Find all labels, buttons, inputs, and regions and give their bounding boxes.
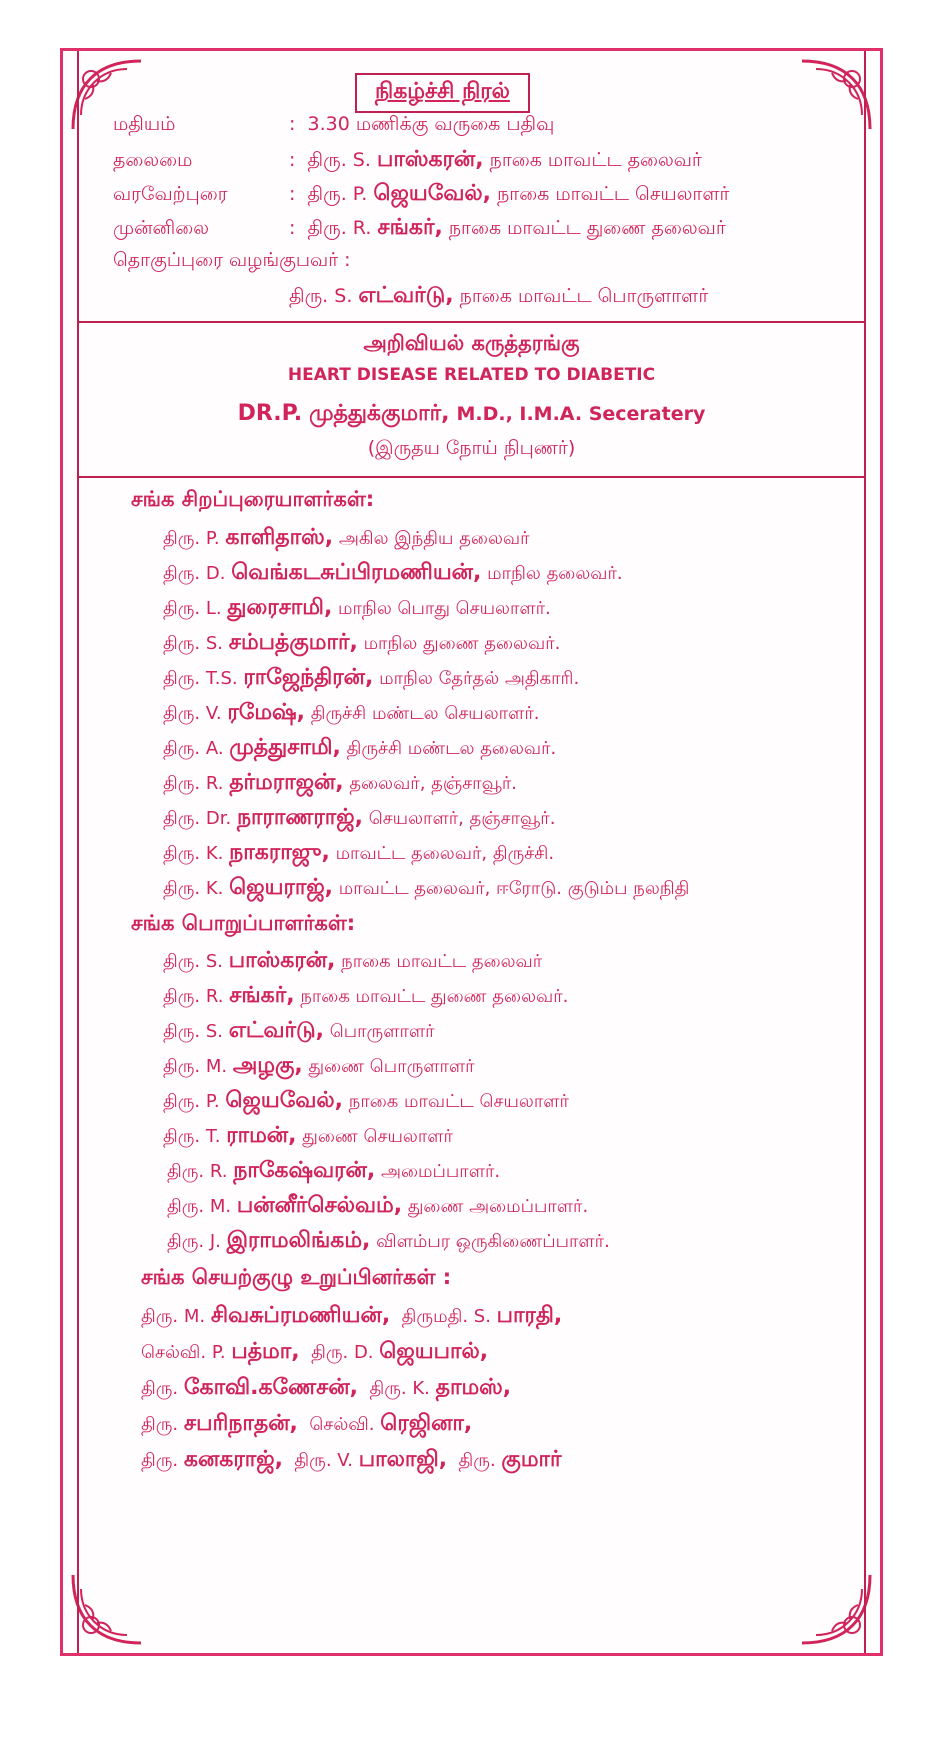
section-divider <box>77 476 866 478</box>
program-row: முன்னிலை : திரு. R. சங்கர், நாகை மாவட்ட துணை தலைவர் <box>113 215 726 240</box>
program-row: மதியம் : 3.30 மணிக்கு வருகை பதிவு <box>113 113 555 135</box>
list-item: திரு. T.S. ராஜேந்திரன், மாநில தேர்தல் அதிகாரி. <box>163 665 580 690</box>
list-item: திரு. K. ஜெயராஜ், மாவட்ட தலைவர், ஈரோடு. குடும்ப நலநிதி <box>163 875 690 900</box>
office-bearers-heading: சங்க பொறுப்பாளர்கள்: <box>131 911 356 935</box>
committee-line: திரு. கோவி.கணேசன், திரு. K. தாமஸ், <box>141 1375 512 1400</box>
committee-line: திரு. கனகராஜ், திரு. V. பாலாஜி, திரு. குமார் <box>141 1447 562 1472</box>
list-item: திரு. V. ரமேஷ், திருச்சி மண்டல செயலாளர். <box>163 700 540 725</box>
list-item: திரு. D. வெங்கடசுப்பிரமணியன், மாநில தலைவர். <box>163 560 623 585</box>
invitation-frame <box>60 48 883 1656</box>
list-item: திரு. S. எட்வர்டு, பொருளாளர் <box>163 1018 435 1043</box>
inner-left-rule <box>77 51 79 1653</box>
program-row: தலைமை : திரு. S. பாஸ்கரன், நாகை மாவட்ட தலைவர் <box>113 147 702 172</box>
seminar-speaker-role: (இருதய நோய் நிபுணர்) <box>367 437 576 459</box>
seminar-speaker: DR.P. முத்துக்குமார், M.D., I.M.A. Seceratery <box>237 401 706 426</box>
list-item: திரு. R. தர்மராஜன், தலைவர், தஞ்சாவூர். <box>163 770 518 795</box>
program-heading: நிகழ்ச்சி நிரல் <box>355 73 530 113</box>
committee-line: திரு. சபரிநாதன், செல்வி. ரெஜினா, <box>141 1411 473 1436</box>
list-item: திரு. M. அழகு, துணை பொருளாளர் <box>163 1053 475 1078</box>
list-item: திரு. S. பாஸ்கரன், நாகை மாவட்ட தலைவர் <box>163 948 543 973</box>
program-row: வரவேற்புரை : திரு. P. ஜெயவேல், நாகை மாவட்ட செயலாளர் <box>113 181 730 206</box>
list-item: திரு. R. நாகேஷ்வரன், அமைப்பாளர். <box>167 1158 501 1183</box>
list-item: திரு. A. முத்துசாமி, திருச்சி மண்டல தலைவர். <box>163 735 557 760</box>
list-item: திரு. J. இராமலிங்கம், விளம்பர ஒருகிணைப்பாளர். <box>167 1228 610 1253</box>
committee-line: செல்வி. P. பத்மா, திரு. D. ஜெயபால், <box>141 1339 489 1364</box>
seminar-title: அறிவியல் கருத்தரங்கு <box>363 331 580 355</box>
list-item: திரு. S. சம்பத்குமார், மாநில துணை தலைவர். <box>163 630 561 655</box>
committee-line: திரு. M. சிவசுப்ரமணியன், திருமதி. S. பாரதி, <box>141 1303 563 1328</box>
list-item: திரு. K. நாகராஜு, மாவட்ட தலைவர், திருச்சி. <box>163 840 555 865</box>
seminar-subtitle: HEART DISEASE RELATED TO DIABETIC <box>287 365 656 385</box>
list-item: திரு. Dr. நாராணராஜ், செயலாளர், தஞ்சாவூர். <box>163 805 556 830</box>
list-item: திரு. P. காளிதாஸ், அகில இந்திய தலைவர் <box>163 525 530 550</box>
list-item: திரு. M. பன்னீர்செல்வம், துணை அமைப்பாளர். <box>167 1193 589 1218</box>
corner-ornament-bottom-left-icon <box>67 1569 147 1649</box>
list-item: திரு. P. ஜெயவேல், நாகை மாவட்ட செயலாளர் <box>163 1088 569 1113</box>
inner-right-rule <box>864 51 866 1653</box>
list-item: திரு. T. ராமன், துணை செயலாளர் <box>163 1123 453 1148</box>
list-item: திரு. R. சங்கர், நாகை மாவட்ட துணை தலைவர். <box>163 983 569 1008</box>
special-speakers-heading: சங்க சிறப்புரையாளர்கள்: <box>131 487 375 511</box>
list-item: திரு. L. துரைசாமி, மாநில பொது செயலாளர். <box>163 595 551 620</box>
committee-heading: சங்க செயற்குழு உறுப்பினர்கள் : <box>141 1265 452 1289</box>
section-divider <box>77 321 866 323</box>
summary-row: திரு. S. எட்வர்டு, நாகை மாவட்ட பொருளாளர் <box>289 283 709 308</box>
summary-label: தொகுப்புரை வழங்குபவர் : <box>113 249 351 271</box>
